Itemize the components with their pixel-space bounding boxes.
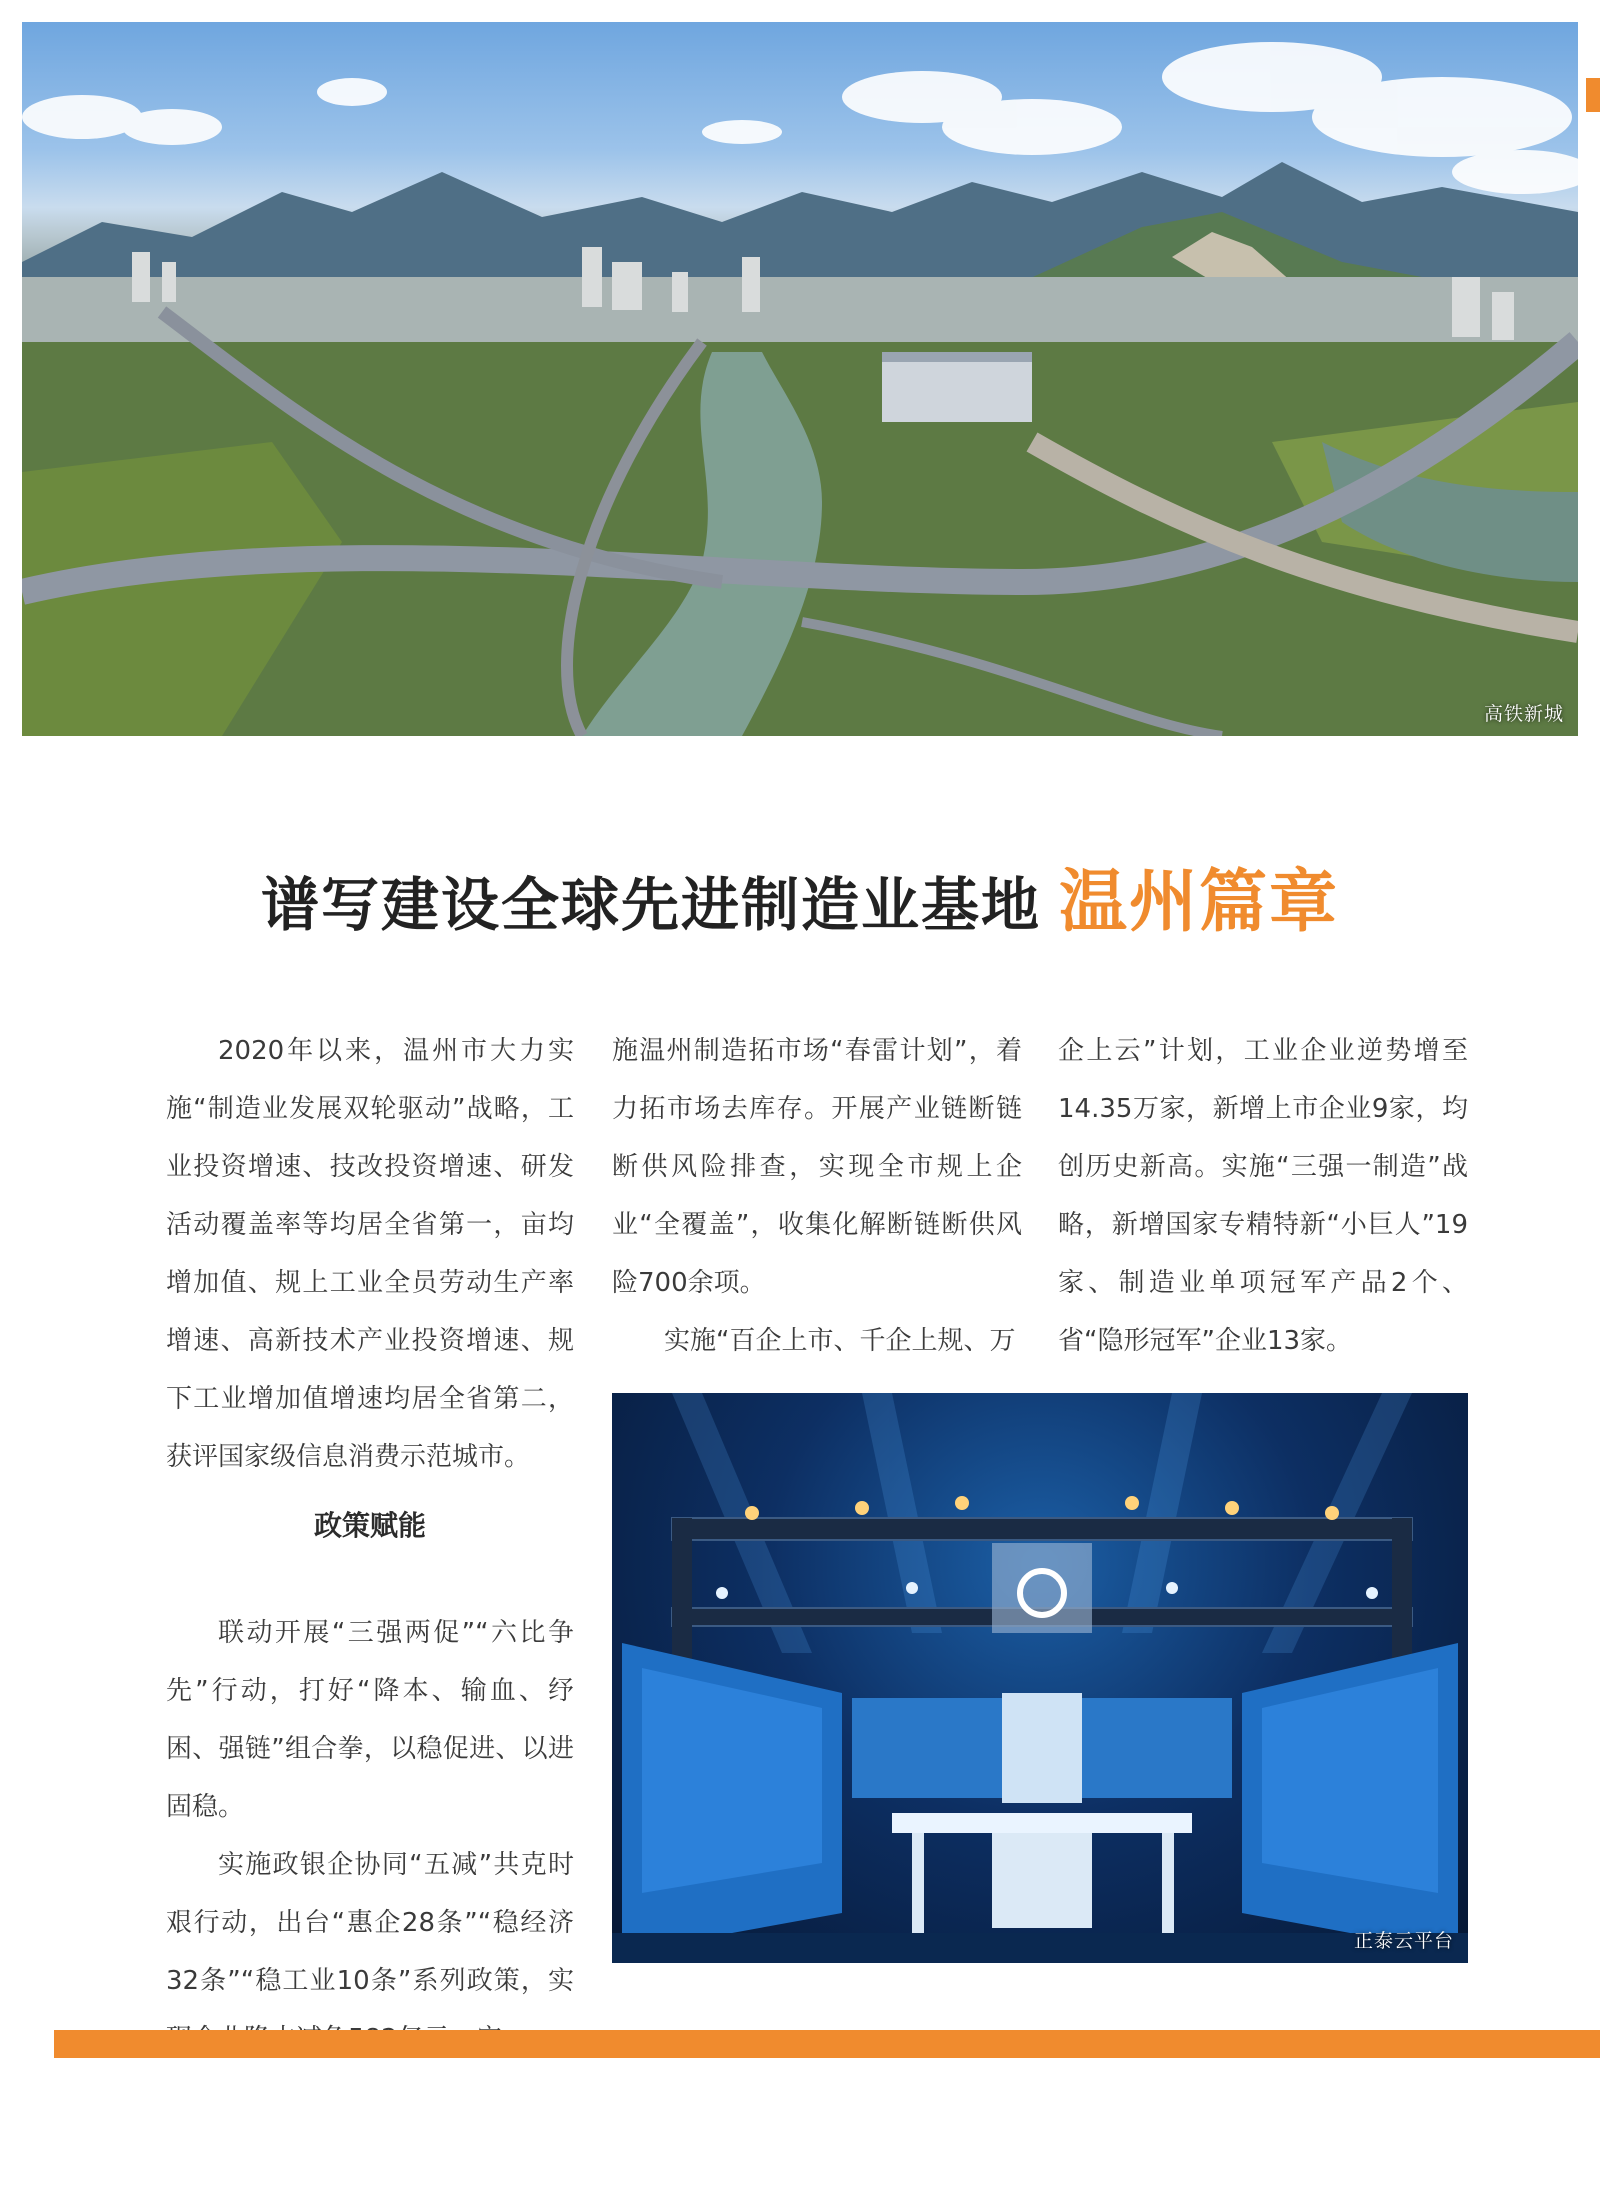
paragraph-6: 实施政银企协同“五减”共克时艰行动，出台“惠企28条”“稳经济32条”“稳工业10条”系列政策，实: [166, 1850, 574, 1996]
column-2: [612, 1022, 1022, 1370]
control-hall-illustration: [612, 1393, 1468, 1963]
hall-caption: 正泰云平台: [1353, 1930, 1454, 1952]
title-main: 谱写建设全球先进制造业基地: [260, 871, 1041, 939]
paragraph-5: 联动开展“三强两促”“六比争先”行动，打好“降本、输血、纾困、强链”组合拳，以稳促进、以进固稳。: [166, 1618, 574, 1822]
accent-tab: [1586, 78, 1600, 112]
paragraph-3: 实施“百企上市、千企上规、万: [664, 1326, 1016, 1356]
paragraph-4: 企上云”计划，工业企业逆势增至14.35万家，新增上市企业9家，均创历史新高。实施“三强一制造”战略，新增国家专精特新“小巨人”19家、制造业单项冠军产品2个、省“隐形冠军”企业13家。: [1058, 1036, 1468, 1356]
paragraph-1: 2020年以来，温州市大力实施“制造业发展双轮驱动”战略，工业投资增速、技改投资增速、研发活动覆盖率等均居全省第一，亩均增加值、规上工业全员劳动生产率增速、高新技术产业投资增速、规下工业增加值增速均居全省第二，获评国家级信息消费示范城市。: [166, 1036, 574, 1472]
hall-photo: [612, 1393, 1468, 1963]
bottom-accent-bar: [54, 2030, 1600, 2058]
paragraph-2: 施温州制造拓市场“春雷计划”，着力拓市场去库存。开展产业链断链断供风险排查，实现全市规上企业“全覆盖”，收集化解断链断供风险700余项。: [612, 1036, 1022, 1298]
hero-caption: 高铁新城: [1483, 703, 1564, 725]
aerial-city-illustration: [22, 22, 1578, 736]
column-1-lower: [166, 1604, 574, 2068]
section-heading: 政策赋能: [313, 1509, 426, 1542]
column-1: [166, 1022, 574, 1486]
article-title: [0, 848, 1600, 945]
title-accent: 温州篇章: [1059, 862, 1340, 942]
hero-photo: [22, 22, 1578, 736]
column-3: [1058, 1022, 1468, 1370]
